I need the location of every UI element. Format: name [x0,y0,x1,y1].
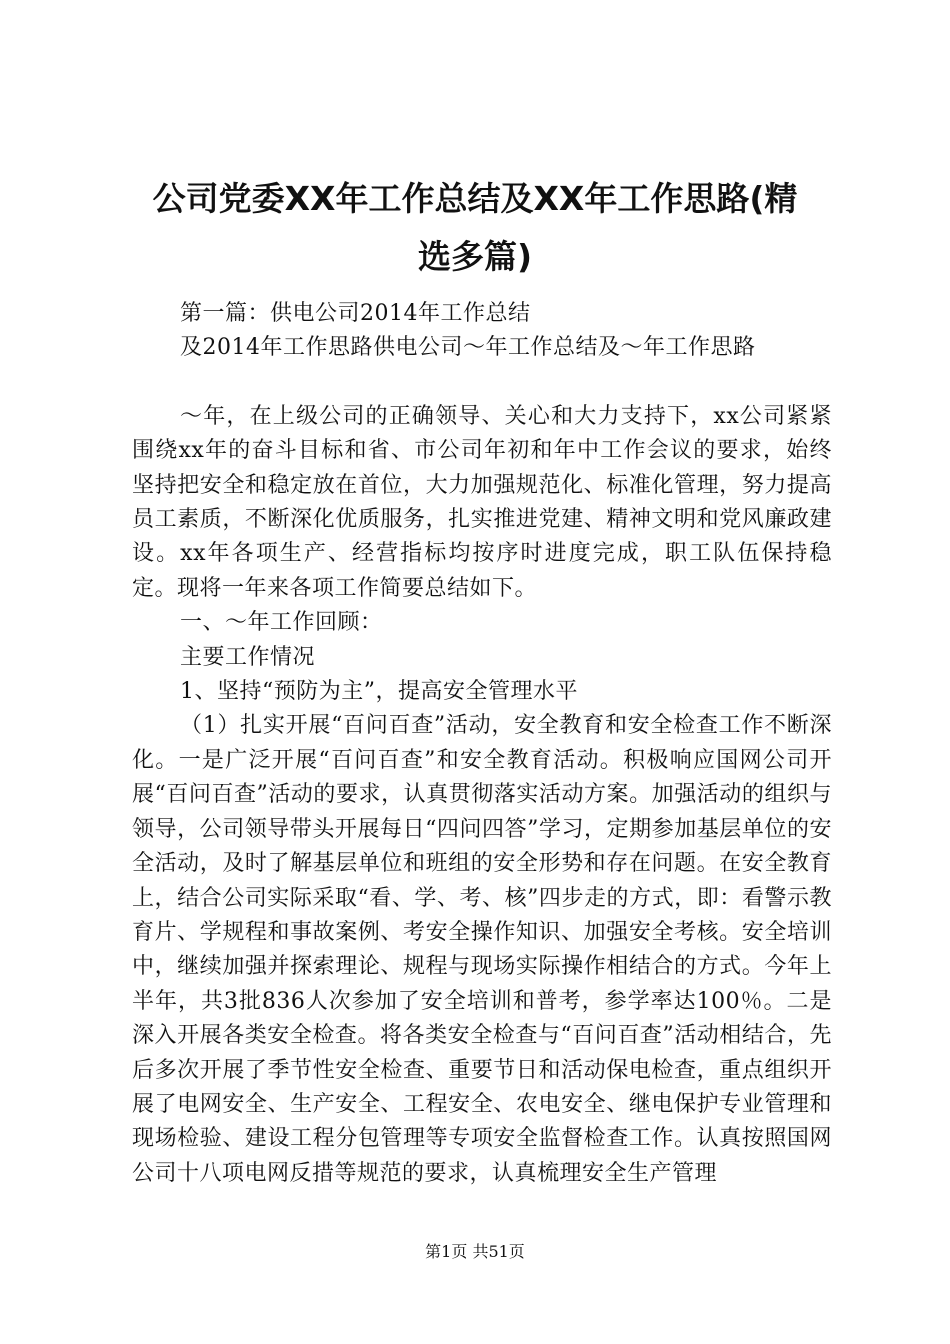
body-paragraph: （1）扎实开展“百问百查”活动，安全教育和安全检查工作不断深化。一是广泛开展“百问百查”和安全教育活动。积极响应国网公司开展“百问百查”活动的要求，认真贯彻落实活动方案。加强活动的组织与领导，公司领导带头开展每日“四问四答”学习，定期参加基层单位的安全活动，及时了解基层单位和班组的安全形势和存在问题。在安全教育上，结合公司实际采取“看、学、考、核”四步走的方式，即：看警示教育片、学规程和事故案例、考安全操作知识、加强安全考核。安全培训中，继续加强并探索理论、规程与现场实际操作相结合的方式。今年上半年，共3批836人次参加了安全培训和普考，参学率达100％。二是深入开展各类安全检查。将各类安全检查与“百问百查”活动相结合，先后多次开展了季节性安全检查、重要节日和活动保电检查，重点组织开展了电网安全、生产安全、工程安全、农电安全、继电保护专业管理和现场检验、建设工程分包管理等专项安全监督检查工作。认真按照国网公司十八项电网反措等规范的要求，认真梳理安全生产管理 [132,713,832,1186]
document-body [132,297,832,1191]
title-line-1: 公司党委XX年工作总结及XX年工作思路(精 [152,179,798,218]
page-footer: 第1页 共51页 [425,1242,525,1261]
subsection-heading: 主要工作情况 [180,644,316,670]
blank-line [132,366,832,400]
chapter-heading-line-2: 及2014年工作思路供电公司～年工作总结及～年工作思路 [180,335,756,361]
section-heading: 一、～年工作回顾： [180,610,383,636]
item-heading: 1、坚持“预防为主”，提高安全管理水平 [180,679,578,705]
document-title [120,170,830,286]
intro-paragraph: ～年，在上级公司的正确领导、关心和大力支持下，xx公司紧紧围绕xx年的奋斗目标和省、市公司年初和年中工作会议的要求，始终坚持把安全和稳定放在首位，大力加强规范化、标准化管理，努力提高员工素质，不断深化优质服务，扎实推进党建、精神文明和党风廉政建设。xx年各项生产、经营指标均按序时进度完成，职工队伍保持稳定。现将一年来各项工作简要总结如下。 [132,403,832,601]
chapter-heading-line-1: 第一篇：供电公司2014年工作总结 [180,301,531,326]
title-line-2: 选多篇) [417,237,533,276]
